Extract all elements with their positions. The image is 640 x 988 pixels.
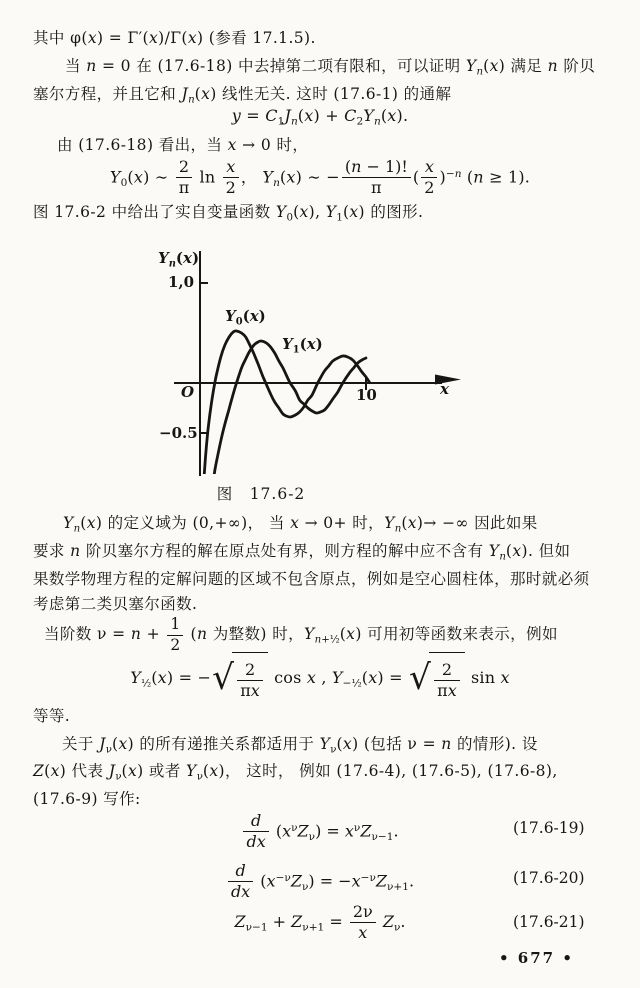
body-line: 其中 φ(x) = Γ′(x)/Γ(x) (参看 17.1.5).: [33, 29, 316, 47]
equation-number: (17.6-19): [513, 819, 585, 837]
equation-body: $\frac{d}{dx}$ $(x^{-\nu}Z_\nu) = -x^{-\nu}Z_{\nu+1}$.: [150, 854, 490, 911]
equation-body: $\frac{d}{dx}$ $(x^\nu Z_\nu) = x^\nu Z_{\nu-1}$.: [150, 804, 490, 861]
curve-label-y0: $Y_0(x)$: [225, 307, 266, 328]
y-axis-label: $Y_n(x)$: [158, 249, 200, 270]
bessel-y-plot: [130, 248, 600, 478]
figure-17-6-2: [130, 248, 600, 506]
curve-label-y1: $Y_1(x)$: [282, 335, 323, 356]
body-line: Z(x) 代表 $J_\nu(x)$ 或者 $Y_\nu(x)$， 这时， 例如 (17.6-4), (17.6-5), (17.6-8),: [33, 762, 558, 783]
body-line: 等等.: [33, 707, 71, 725]
figure-caption: 图 17.6-2: [216, 485, 306, 503]
body-line: 图 17.6-2 中给出了实自变量函数 $Y_0(x)$, $Y_1(x)$ 的图形.: [33, 203, 424, 224]
display-equation-general-solution: $y = C_1J_n(x) + C_2Y_n(x)$.: [231, 106, 409, 128]
body-line: 果数学物理方程的定解问题的区域不包含原点，例如是空心圆柱体，那时就必须: [33, 570, 590, 588]
equation-number: (17.6-21): [513, 913, 585, 931]
body-line: 当阶数 ν = n + $\frac{1}{2}$ (n 为整数) 时，$Y_{n+\frac{1}{2}}(x)$ 可用初等函数来表示，例如: [44, 615, 558, 654]
body-line: $Y_n(x)$ 的定义域为 (0,+∞)， 当 x → 0+ 时，$Y_n(x)\to$ −∞ 因此如果: [63, 514, 538, 535]
body-line: 要求 n 阶贝塞尔方程的解在原点处有界，则方程的解中应不含有 $Y_n(x)$. 但如: [33, 542, 571, 563]
body-line: 当 n = 0 在 (17.6-18) 中去掉第二项有限和，可以证明 $Y_n(x)$ 满足 n 阶贝: [65, 57, 596, 78]
equation-body: $Z_{\nu-1} + Z_{\nu+1}$ = $\frac{2\nu}{x}$ $Z_\nu$.: [234, 902, 406, 942]
display-equation-asymptotics: $Y_0(x)$ ∼ $\frac{2}{\pi}$ ln $\frac{x}{2}$ ， $Y_n(x)$ ∼ − $\frac{(n - 1)!}{\pi}$ ( $\frac{x}{2}$ )$^{-n}$ (n ≥ 1).: [109, 157, 531, 198]
body-line: (17.6-9) 写作:: [33, 790, 141, 808]
display-equation-half-order: $Y_{\frac{1}{2}}(x)$ = −√ $\frac{2}{\pi x}$ cos x , $Y_{-\frac{1}{2}}(x)$ = √ $\frac{2}{\pi x}$ sin x: [0, 652, 640, 709]
body-line: 考虑第二类贝塞尔函数.: [33, 595, 198, 613]
body-line: 由 (17.6-18) 看出，当 x → 0 时，: [57, 136, 309, 154]
numbered-equation: [0, 804, 640, 852]
x-axis-label: x: [440, 380, 449, 398]
y-tick-label-neg-0-5: −0.5: [159, 424, 198, 442]
equation-number: (17.6-20): [513, 869, 585, 887]
page-number: • 677 •: [499, 949, 574, 967]
body-line: 关于 $J_\nu(x)$ 的所有递推关系都适用于 $Y_\nu(x)$ (包括 ν = n 的情形). 设: [62, 735, 538, 756]
y-tick-label-1-0: 1,0: [168, 273, 195, 291]
body-line: 塞尔方程，并且它和 $J_n(x)$ 线性无关. 这时 (17.6-1) 的通解: [33, 85, 452, 106]
x-tick-label-10: 10: [356, 386, 377, 404]
origin-label: O: [181, 383, 195, 401]
numbered-equation: [0, 854, 640, 902]
numbered-equation: [0, 900, 640, 944]
